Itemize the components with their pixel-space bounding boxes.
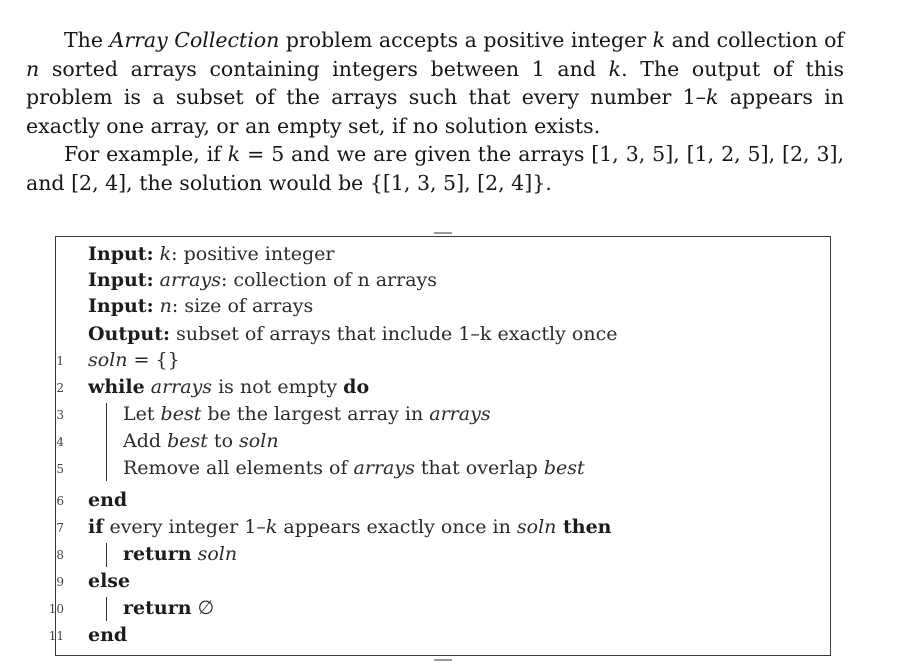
keyword-end: end (88, 489, 128, 511)
text-segment: appears in exactly one array, or an empty set, if no solution exists. (26, 85, 845, 138)
code-text: is not empty (212, 376, 344, 398)
code-text: Add (123, 430, 168, 452)
code-text: appears exactly once in (277, 516, 517, 538)
keyword-end: end (88, 624, 128, 646)
while-block-bar (106, 403, 107, 481)
keyword-return: return (123, 543, 192, 565)
keyword-return: return (123, 597, 192, 619)
algo-line-9 (56, 568, 830, 594)
keyword-if: if (88, 516, 104, 538)
math-var: n (159, 295, 172, 317)
line-number: 9 (56, 575, 64, 589)
keyword-while: while (88, 376, 145, 398)
code-text: Let (123, 403, 161, 425)
input-label: Input: (88, 269, 154, 291)
math-var: arrays (159, 269, 221, 291)
var-best: best (160, 403, 202, 425)
paragraph-definition (26, 26, 844, 140)
line-number: 2 (56, 381, 64, 395)
text-segment: . The output of this problem is a subset of the arrays such that every number 1– (26, 56, 844, 110)
bottom-tick-mark (434, 659, 452, 661)
var-best: best (543, 457, 585, 479)
text-segment: sorted arrays containing integers between 1 and (39, 56, 609, 81)
problem-name: Array Collection (109, 28, 280, 52)
algo-line-6 (56, 487, 830, 513)
var-soln: soln (239, 430, 279, 452)
code-text: to (207, 430, 240, 452)
math-var-k: k (608, 56, 622, 81)
var-soln: soln (197, 543, 238, 565)
text-segment: problem accepts a positive integer (279, 28, 653, 52)
text-segment: = 5 and we are given the arrays [1, 3, 5], [1, 2, 5], [2, 3], and [2, 4], the solution would be {[1, 3, 5], [2, 4]}. (26, 142, 844, 195)
output-label: Output: (88, 323, 171, 345)
text-segment: The (64, 28, 110, 52)
algorithm-box (48, 236, 831, 656)
code-text: every integer 1– (103, 516, 266, 538)
math-var-k: k (705, 85, 719, 110)
var-soln: soln (88, 349, 128, 371)
text-segment: and collection of (665, 28, 844, 52)
text-segment: For example, if (64, 142, 228, 167)
output-desc: subset of arrays that include 1–k exactly once (176, 323, 618, 345)
input-desc: : collection of n arrays (220, 269, 438, 291)
algo-line-5 (56, 455, 830, 481)
var-arrays: arrays (429, 403, 491, 425)
algo-line-7 (56, 514, 830, 540)
line-number: 1 (56, 354, 64, 368)
line-number: 10 (48, 602, 64, 616)
algo-line-11 (48, 622, 830, 648)
algo-line-10 (48, 595, 830, 621)
var-arrays: arrays (353, 457, 415, 479)
line-number: 5 (56, 462, 64, 476)
math-var-k: k (652, 28, 666, 52)
code-text: = {} (127, 349, 180, 371)
keyword-else: else (88, 570, 131, 592)
input-label: Input: (88, 295, 154, 317)
math-var-k: k (265, 516, 278, 538)
empty-set-symbol: ∅ (197, 597, 215, 619)
input-desc: : size of arrays (171, 295, 314, 317)
line-number: 6 (56, 494, 64, 508)
line-number: 4 (56, 435, 64, 449)
code-text: Remove all elements of (123, 457, 354, 479)
line-number: 8 (56, 548, 64, 562)
else-block-bar (106, 597, 107, 621)
then-block-bar (106, 543, 107, 567)
var-soln: soln (516, 516, 557, 538)
line-number: 3 (56, 408, 64, 422)
math-var: k (159, 243, 172, 265)
algo-line-1 (56, 347, 830, 373)
algo-line-4 (56, 428, 830, 454)
algo-line-8 (56, 541, 830, 567)
math-var-k: k (227, 142, 241, 167)
code-text: be the largest array in (201, 403, 430, 425)
keyword-then: then (556, 516, 612, 538)
input-label: Input: (88, 243, 154, 265)
algo-line-3 (56, 401, 830, 427)
var-best: best (167, 430, 208, 452)
line-number: 7 (56, 521, 64, 535)
problem-description (26, 26, 844, 198)
keyword-do: do (343, 376, 370, 398)
input-desc: : positive integer (171, 243, 335, 265)
algo-line-2 (56, 374, 830, 400)
top-tick-mark (434, 232, 452, 234)
code-text: that overlap (414, 457, 544, 479)
var-arrays: arrays (150, 376, 213, 398)
paragraph-example (26, 140, 844, 197)
line-number: 11 (48, 629, 64, 643)
math-var-n: n (26, 56, 40, 81)
